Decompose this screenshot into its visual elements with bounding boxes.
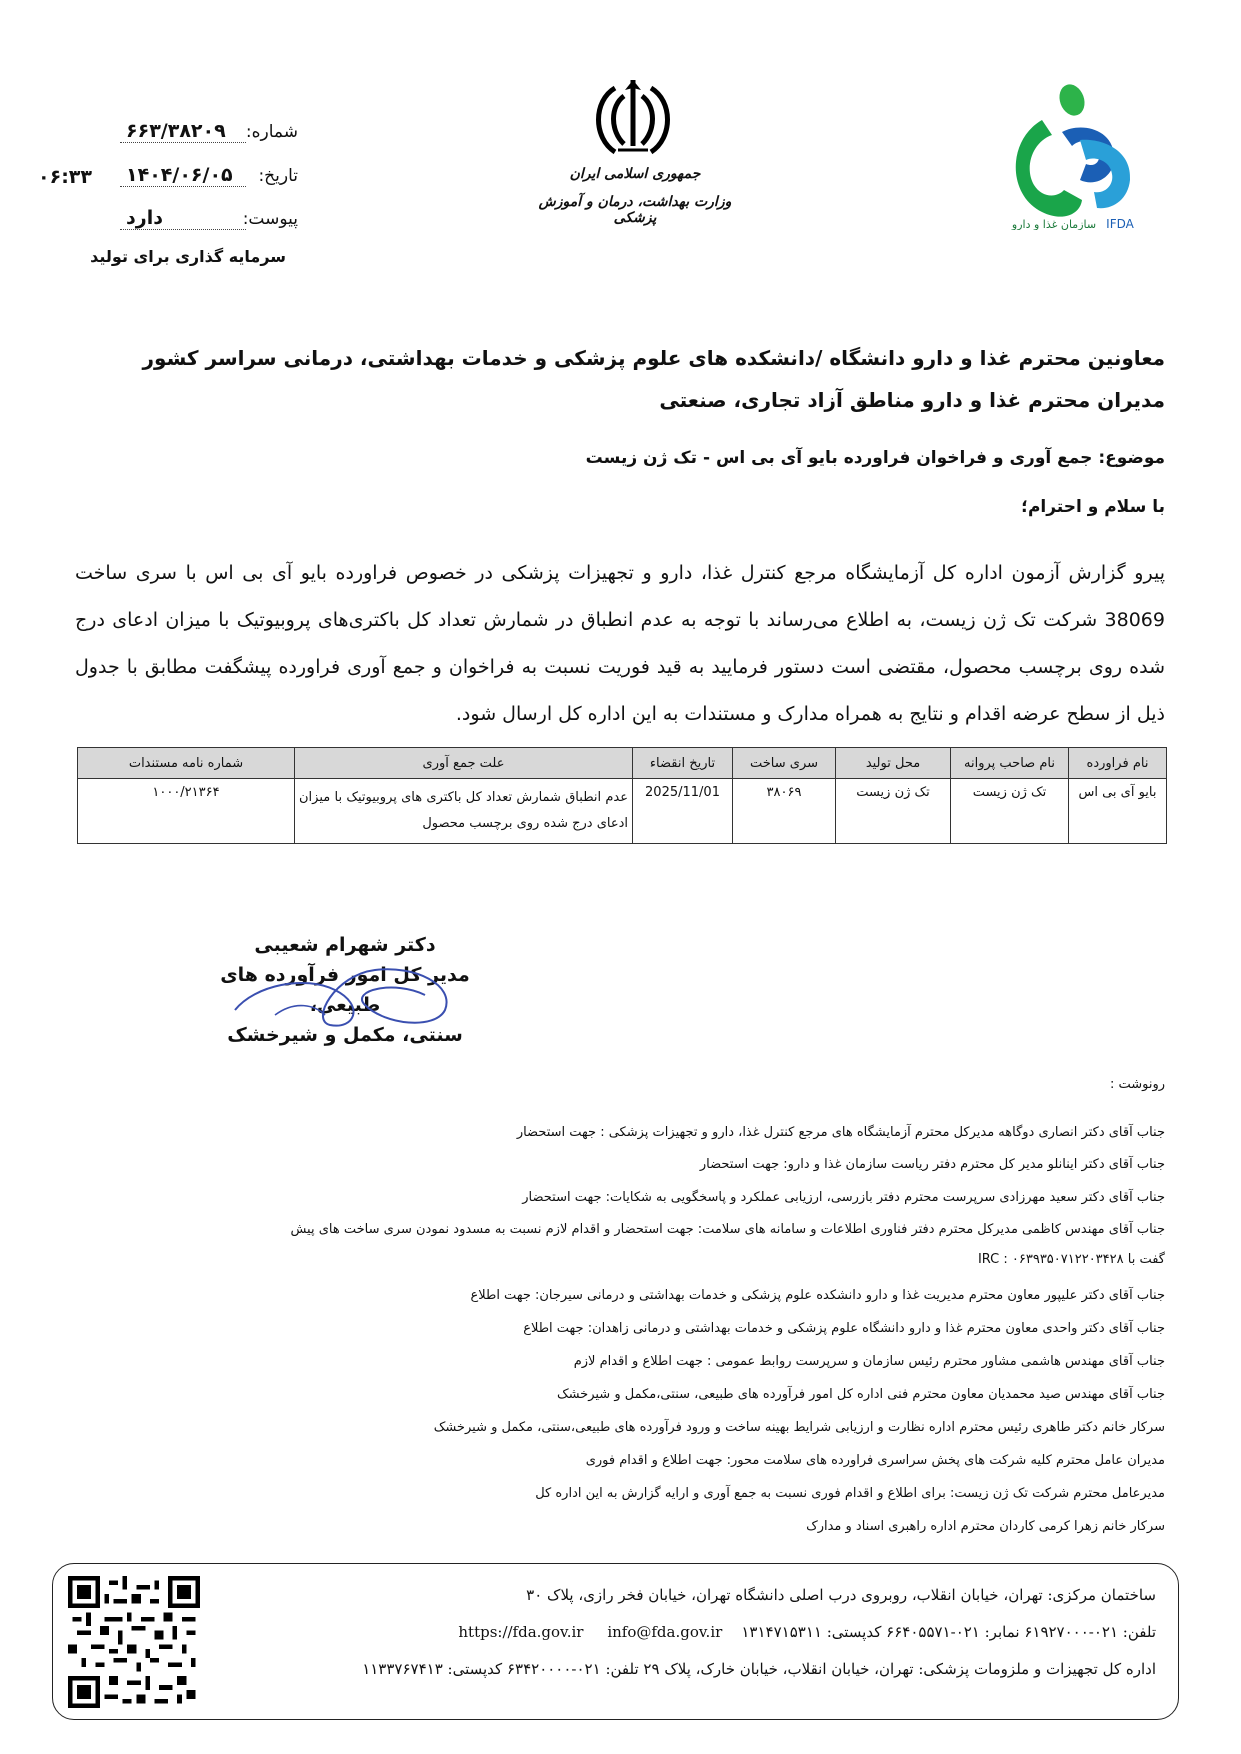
ifda-logo-icon [1002,80,1152,230]
cc-item: جناب آقای مهندس صید محمدیان معاون محترم فنی اداره کل امور فرآورده های طبیعی، سنتی،مکمل و شیرخشک [556,1387,1165,1402]
cc-item: جناب آقای دکتر واحدی معاون محترم غذا و دارو دانشگاه علوم پزشکی و خدمات بهداشتی و درمانی زاهدان: جهت اطلاع [523,1321,1165,1336]
logo-abbr: IFDA [1106,217,1134,230]
qr-code-icon [65,1576,203,1708]
number-label: شماره: [245,122,298,142]
col-batch: سری ساخت [733,748,836,779]
recall-table [77,747,1167,844]
table-row [78,779,1167,844]
cc-item: سرکار خانم دکتر طاهری رئیس محترم اداره نظارت و ارزیابی شرایط بهینه ساخت و ورود فرآورده های طبیعی،سنتی، مکمل و شیرخشک [433,1420,1165,1435]
cc-item: مدیران عامل محترم کلیه شرکت های پخش سراسری فراورده های سلامت محور: جهت اطلاع و اقدام فوری [585,1453,1165,1468]
signatory-title2: سنتی، مکمل و شیرخشک [227,1024,463,1046]
col-document-number: شماره نامه مستندات [78,748,295,779]
letter-number [98,120,298,143]
handwritten-signature [215,955,485,1035]
greeting: با سلام و احترام؛ [1021,497,1165,517]
footer-address2: اداره کل تجهیزات و ملزومات پزشکی: تهران، خیابان انقلاب، خیابان خارک، پلاک ۲۹ تلفن: ۰۲۱-۶۳۴۲۰۰۰۰ کدپستی: ۱۱۳۳۷۶۷۴۱۳ [362,1660,1156,1678]
letter-date [98,164,298,187]
footer-phones: تلفن: ۰۲۱-۶۱۹۲۷۰۰۰ نمابر: ۰۲۱-۶۶۴۰۵۵۷۱ کدپستی: ۱۳۱۴۷۱۵۳۱۱ [741,1623,1156,1641]
col-license-holder: نام صاحب پروانه [951,748,1069,779]
cc-item: جناب آقای مهندس هاشمی مشاور محترم رئیس سازمان و سرپرست روابط عمومی : جهت اطلاع و اقدام لازم [573,1354,1165,1369]
cc-item: گفت با IRC : ۰۶۳۹۳۵۰۷۱۲۲۰۳۴۲۸ [977,1252,1165,1267]
footer-address: ساختمان مرکزی: تهران، خیابان انقلاب، روبروی درب اصلی دانشگاه تهران، خیابان فخر رازی، پلاک ۳۰ [526,1586,1156,1604]
footer-website[interactable]: https://fda.gov.ir [458,1623,584,1641]
letter-attachment [98,207,298,230]
cell-document-number: ۱۰۰۰/۲۱۳۶۴ [78,779,295,844]
iran-emblem-icon [588,76,678,158]
cell-production-site: تک ژن زیست [836,779,951,844]
col-product-name: نام فراورده [1069,748,1167,779]
date-label: تاریخ: [258,166,298,186]
cc-title: رونوشت : [1109,1077,1165,1092]
subject-line: موضوع: جمع آوری و فراخوان فراورده بایو آی بی اس - تک ژن زیست [585,448,1165,468]
cell-product-name: بایو آی بی اس [1069,779,1167,844]
recipient-line2: مدیران محترم غذا و دارو مناطق آزاد تجاری، صنعتی [659,388,1165,412]
cell-expiry: 2025/11/01 [633,779,733,844]
col-recall-reason: علت جمع آوری [295,748,633,779]
emblem-line2: وزارت بهداشت، درمان و آموزش پزشکی [538,194,732,226]
cc-item: مدیرعامل محترم شرکت تک ژن زیست: برای اطلاع و اقدام فوری نسبت به جمع آوری و ارایه گزارش به این اداره کل [535,1486,1165,1501]
body-paragraph: پیرو گزارش آزمون اداره کل آزمایشگاه مرجع کنترل غذا، دارو و تجهیزات پزشکی در خصوص فراورده بایو آی بی اس با سری ساخت 38069 شرکت تک ژن زیست، به اطلاع می‌رساند با توجه به عدم انطباق در شمارش تعداد کل باکتری‌های پروبیوتیک با میزان ادعای درج شده روی برچسب محصول، مقتضی است دستور فرمایید به قید فوریت نسبت به فراخوان و جمع آوری فراورده پیشگفت مطابق با جدول ذیل از سطح عرضه اقدام و نتایج به همراه مدارک و مستندات به این اداره کل ارسال شود. [75,562,1165,725]
slogan: سرمایه گذاری برای تولید [90,247,286,266]
number-value: ۶۶۳/۳۸۲۰۹ [120,120,246,143]
signatory-name: دکتر شهرام شعیبی [254,934,436,956]
cc-item: جناب آقای دکتر سعید مهرزادی سرپرست محترم دفتر بازرسی، ارزیابی عملکرد و پاسخگویی به شکایات: جهت استحضار [522,1190,1165,1205]
date-value: ۱۴۰۴/۰۶/۰۵ [120,164,246,187]
cell-batch: ۳۸۰۶۹ [733,779,836,844]
cell-recall-reason: عدم انطباق شمارش تعداد کل باکتری های پروبیوتیک با میزان ادعای درج شده روی برچسب محصول [295,779,633,844]
cc-item: جناب آقای مهندس کاظمی مدیرکل محترم دفتر فناوری اطلاعات و سامانه های سلامت: جهت استحضار و اقدام لازم نسبت به مسدود نمودن سری ساخت های پیش [290,1222,1165,1237]
letter-time: ۰۶:۳۳ [38,166,92,188]
footer-box [52,1563,1179,1720]
signatory-title1: مدیر کل امور فرآورده های طبیعی، [220,964,470,1016]
table-header-row [78,748,1167,779]
recipient-line1: معاونین محترم غذا و دارو دانشگاه /دانشکده های علوم پزشکی و خدمات بهداشتی، درمانی سراسر کشور [142,346,1165,370]
col-production-site: محل تولید [836,748,951,779]
cc-item: جناب آقای دکتر انصاری دوگاهه مدیرکل محترم آزمایشگاه های مرجع کنترل غذا، دارو و تجهیزات پزشکی : جهت استحضار [516,1125,1165,1140]
cc-item: جناب آقای دکتر اینانلو مدیر کل محترم دفتر ریاست سازمان غذا و دارو: جهت استحضار [699,1157,1165,1172]
cc-item: جناب آقای دکتر علیپور معاون محترم مدیریت غذا و دارو دانشکده علوم پزشکی و خدمات بهداشتی و درمانی سیرجان: جهت اطلاع [470,1288,1165,1303]
col-expiry: تاریخ انقضاء [633,748,733,779]
attachment-label: پیوست: [242,209,298,229]
logo-org-name: سازمان غذا و دارو [1011,218,1097,230]
cc-item: سرکار خانم زهرا کرمی کاردان محترم اداره راهبری اسناد و مدارک [806,1519,1165,1534]
footer-email[interactable]: info@fda.gov.ir [607,1623,723,1641]
footer-contacts [458,1623,1156,1641]
cell-license-holder: تک ژن زیست [951,779,1069,844]
emblem-line1: جمهوری اسلامی ایران [569,166,701,182]
attachment-value: دارد [120,207,246,230]
